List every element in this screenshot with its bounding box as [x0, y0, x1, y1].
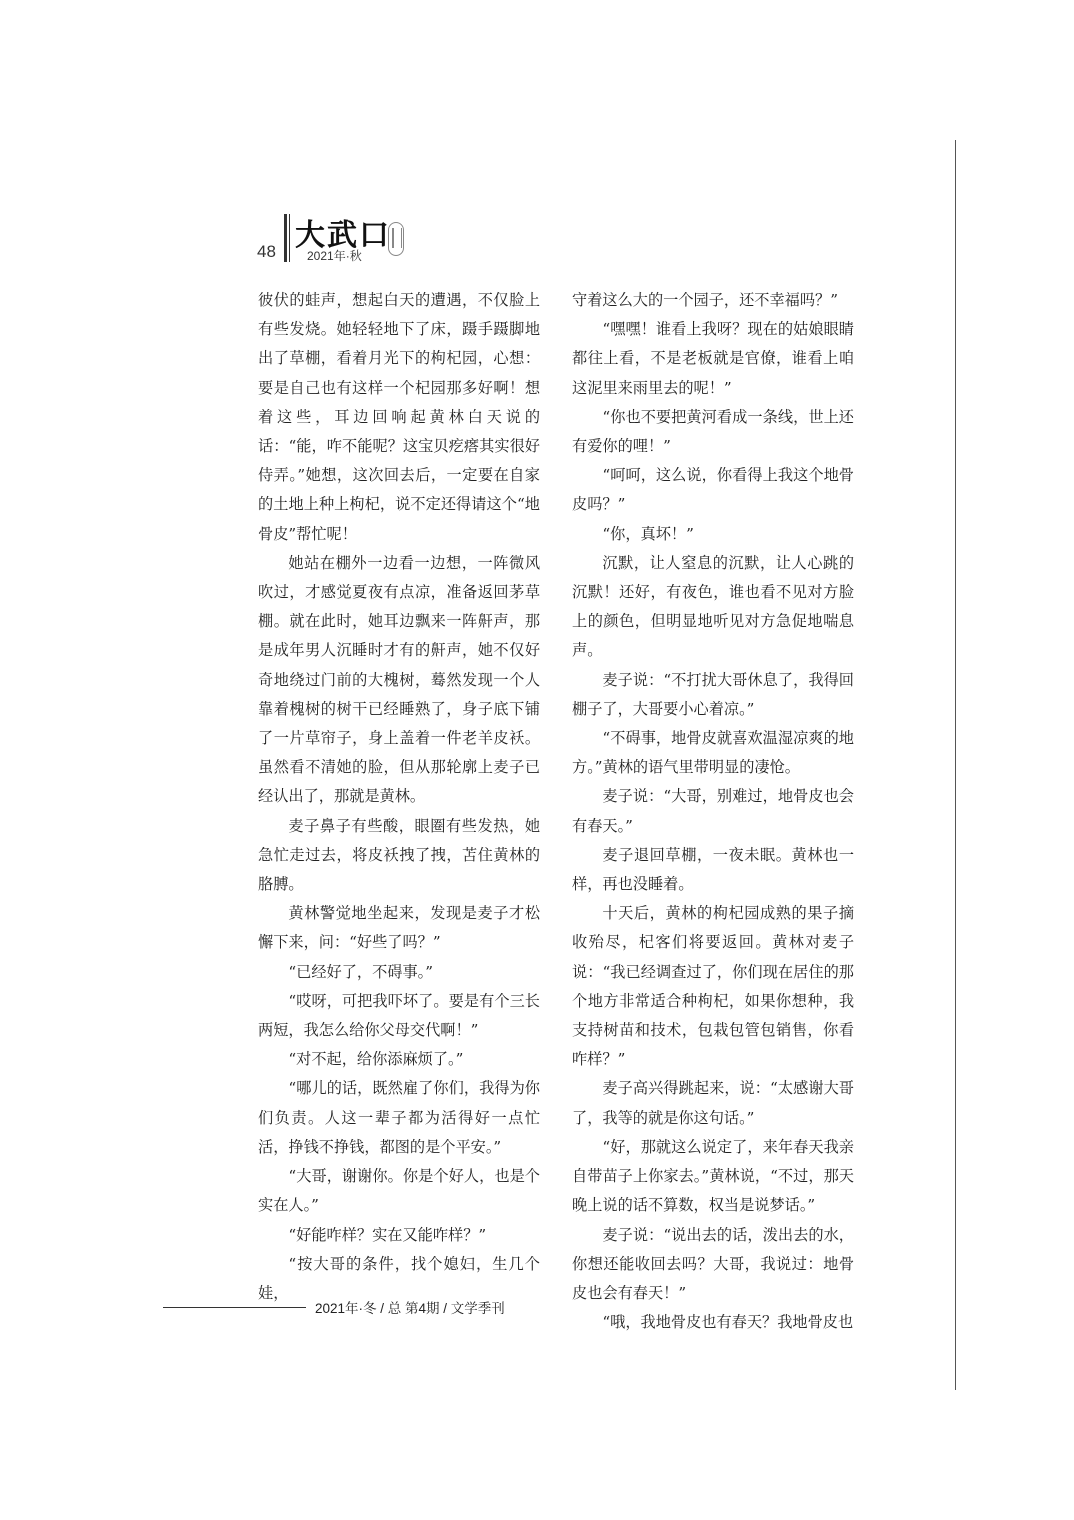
- paragraph: 她站在棚外一边看一边想，一阵微风吹过，才感觉夏夜有点凉，准备返回茅草棚。就在此时，她耳边飘来一阵鼾声，那是成年男人沉睡时才有的鼾声，她不仅好奇地绕过门前的大槐树，蓦然发现一个人靠着槐树的树干已经睡熟了，身子底下铺了一片草帘子，身上盖着一件老羊皮袄。虽然看不清她的脸，但从那轮廓上麦子已经认出了，那就是黄林。: [258, 553, 540, 806]
- paragraph: 麦子高兴得跳起来，说：“太感谢大哥了，我等的就是你这句话。”: [572, 1079, 854, 1127]
- paragraph: 十天后，黄林的枸杞园成熟的果子摘收殆尽，杞客们将要返回。黄林对麦子说：“我已经调查过了，你们现在居住的那个地方非常适合种枸杞，如果你想种，我支持树苗和技术，包栽包管包销售，你看咋样？”: [572, 904, 854, 1069]
- footer-rule: [163, 1307, 306, 1308]
- paragraph: 麦子说：“不打扰大哥休息了，我得回棚子了，大哥要小心着凉。”: [572, 670, 854, 718]
- page-edge-rule: [955, 140, 956, 1390]
- paragraph: 麦子退回草棚，一夜未眠。黄林也一样，再也没睡着。: [572, 845, 854, 894]
- paragraph: “呵呵，这么说，你看得上我这个地骨皮吗？”: [572, 466, 854, 514]
- paragraph: “已经好了，不碍事。”: [288, 962, 434, 981]
- paragraph: “你，真坏！”: [602, 524, 694, 543]
- paragraph: 彼伏的蛙声，想起白天的遭遇，不仅脸上有些发烧。她轻轻地下了床，蹑手蹑脚地出了草棚，看着月光下的枸杞园，心想：要是自己也有这样一个杞园那多好啊！想着这些，耳边回响起黄林白天说的话：“能，咋不能呢？这宝贝疙瘩其实很好侍弄。”她想，这次回去后，一定要在自家的土地上种上枸杞，说不定还得请这个“地骨皮”帮忙呢！: [258, 291, 540, 543]
- paragraph: 黄林警觉地坐起来，发现是麦子才松懈下来，问：“好些了吗？”: [258, 904, 540, 952]
- paragraph: “哪儿的话，既然雇了你们，我得为你们负责。人这一辈子都为活得好一点忙活，挣钱不挣钱，都图的是个平安。”: [258, 1079, 540, 1156]
- paragraph: “你也不要把黄河看成一条线，世上还有爱你的哩！”: [572, 407, 854, 456]
- text-column-left: [258, 286, 540, 1308]
- page-number: 48: [257, 242, 276, 261]
- text-column-right: [572, 286, 854, 1337]
- paragraph: 麦子说：“大哥，别难过，地骨皮也会有春天。”: [572, 787, 854, 835]
- header-divider: [284, 214, 287, 262]
- paragraph: 沉默，让人窒息的沉默，让人心跳的沉默！还好，有夜色，谁也看不见对方脸上的颜色，但明显地听见对方急促地喘息声。: [572, 553, 854, 660]
- paragraph: 麦子鼻子有些酸，眼圈有些发热，她急忙走过去，将皮袄拽了拽，苫住黄林的胳膊。: [258, 816, 540, 894]
- paragraph: “大哥，谢谢你。你是个好人，也是个实在人。”: [258, 1167, 540, 1215]
- paragraph: “按大哥的条件，找个媳妇，生几个娃，: [258, 1254, 540, 1302]
- paragraph: “好能咋样？实在又能咋样？”: [288, 1225, 487, 1244]
- paragraph: “不碍事，地骨皮就喜欢温湿凉爽的地方。”黄林的语气里带明显的凄怆。: [572, 729, 854, 777]
- paragraph: 守着这么大的一个园子，还不幸福吗？”: [572, 291, 838, 309]
- paragraph: “嘿嘿！谁看上我呀？现在的姑娘眼睛都往上看，不是老板就是官僚，谁看上咱这泥里来雨里去的呢！”: [572, 320, 854, 397]
- running-footer: 2021年·冬 / 总 第4期 / 文学季刊: [315, 1301, 505, 1316]
- header-divider-thin: [289, 214, 290, 262]
- paragraph: “好，那就这么说定了，来年春天我亲自带苗子上你家去。”黄林说，“不过，那天晚上说的话不算数，权当是说梦话。”: [572, 1137, 854, 1215]
- magazine-title: 大武口: [295, 218, 391, 253]
- issue-label: 2021年·秋: [307, 249, 362, 263]
- paragraph: “对不起，给你添麻烦了。”: [288, 1050, 464, 1069]
- paragraph: “哎呀，可把我吓坏了。要是有个三长两短，我怎么给你父母交代啊！”: [258, 991, 540, 1040]
- seal-icon: [388, 222, 404, 256]
- paragraph: 麦子说：“说出去的话，泼出去的水，你想还能收回去吗？大哥，我说过：地骨皮也会有春天！”: [572, 1225, 854, 1302]
- running-header: [255, 212, 455, 264]
- paragraph: “哦，我地骨皮也有春天？我地骨皮也: [602, 1313, 854, 1332]
